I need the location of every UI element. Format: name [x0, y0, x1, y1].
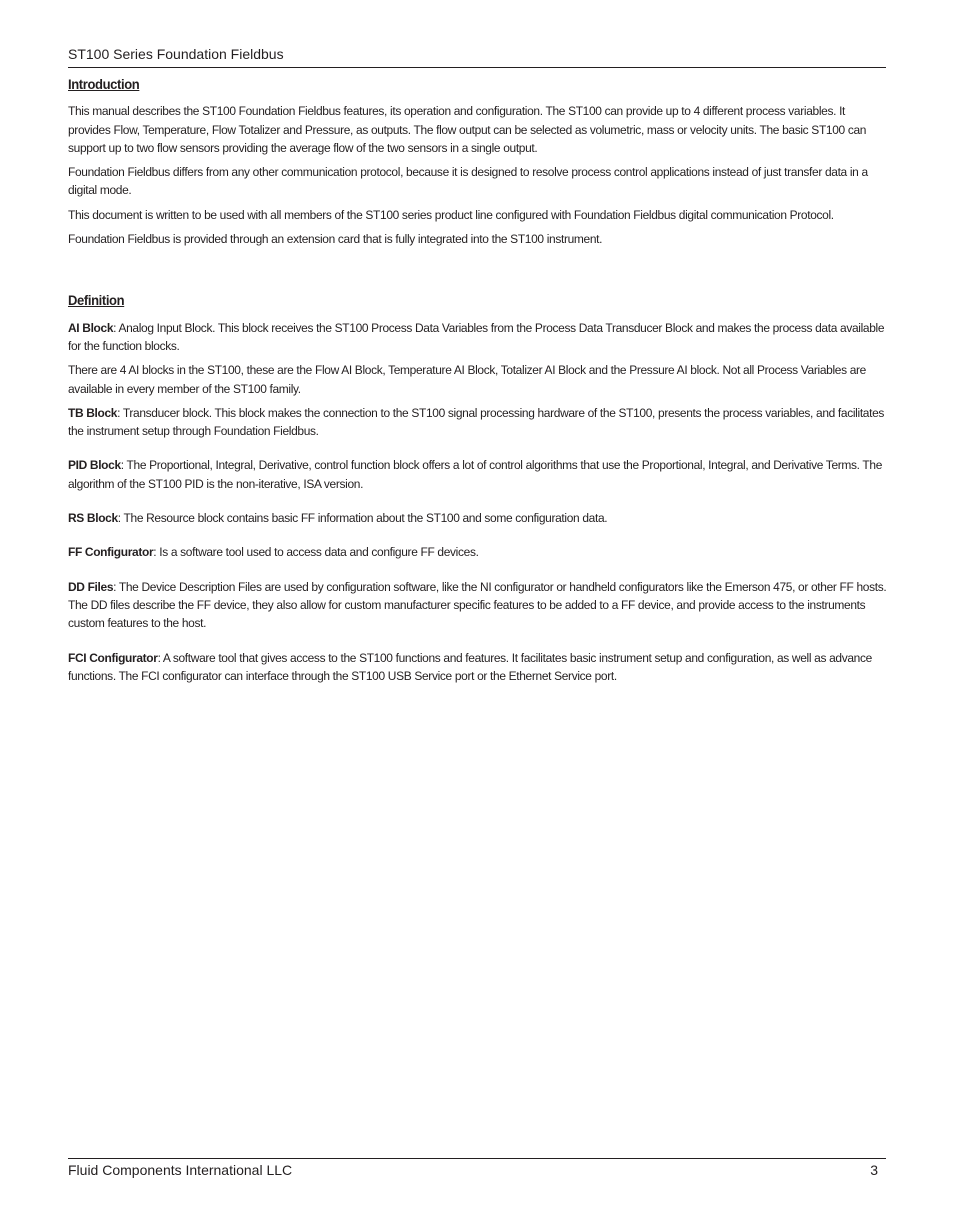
definition-term: AI Block — [68, 320, 114, 335]
running-header: ST100 Series Foundation Fieldbus — [68, 46, 284, 62]
intro-paragraph: Foundation Fieldbus is provided through an extension card that is fully integrated into the ST100 instrument. — [68, 232, 603, 247]
definition-item — [68, 649, 886, 686]
definition-term: RS Block — [68, 511, 118, 526]
definition-item — [68, 578, 886, 633]
definition-term: TB Block — [68, 405, 118, 420]
definition-text: : Is a software tool used to access data and configure FF devices. — [153, 545, 479, 560]
introduction-heading: Introduction — [68, 77, 140, 92]
definition-term: PID Block — [68, 458, 121, 473]
footer-divider — [68, 1158, 886, 1159]
document-page — [68, 0, 886, 1227]
definition-term: FF Configurator — [68, 545, 154, 560]
definition-item — [68, 543, 886, 561]
definition-text: : The Resource block contains basic FF information about the ST100 and some configuration data. — [117, 511, 608, 526]
definition-text: : The Proportional, Integral, Derivative, control function block offers a lot of control algorithms that use the Proportional, Integral, and Derivative Terms. The algorithm of the ST100 PID is the non-iterative, ISA version. — [68, 458, 883, 491]
definition-text: : Transducer block. This block makes the connection to the ST100 signal processing hardware of the ST100, presents the process variables, and facilitates the instrument setup through Foundation Fieldbus. — [68, 405, 885, 439]
footer-company: Fluid Components International LLC — [68, 1162, 293, 1178]
page-number: 3 — [870, 1162, 878, 1178]
definition-text: There are 4 AI blocks in the ST100, these are the Flow AI Block, Temperature AI Block, Totalizer AI Block and the Pressure AI block. Not all Process Variables are available in every member of the ST100 family. — [68, 363, 866, 396]
definition-item — [68, 456, 886, 493]
definition-term: FCI Configurator — [68, 650, 158, 665]
header-divider — [68, 67, 886, 68]
intro-paragraph: This manual describes the ST100 Foundation Fieldbus features, its operation and configuration. The ST100 can provide up to 4 different process variables. It provides Flow, Temperature, Flow Totalizer and Pressure, as outputs. The flow output can be selected as volumetric, mass or velocity units. The basic ST100 can support up to two flow sensors providing the average flow of the two sensors in a single output. — [68, 104, 867, 155]
definition-section — [68, 292, 886, 685]
definition-item — [68, 319, 886, 356]
definition-item — [68, 361, 886, 398]
definition-term: DD Files — [68, 579, 114, 594]
definition-text: : The Device Description Files are used by configuration software, like the NI configurator or handheld configurators like the Emerson 475, or other FF hosts. The DD files describe the FF device, they also allow for custom manufacturer specific features to be added to a FF device, and provide access to the instruments custom features to the host. — [68, 579, 887, 631]
definition-text: : Analog Input Block. This block receives the ST100 Process Data Variables from the Process Data Transducer Block and makes the process data available for the function blocks. — [68, 320, 885, 353]
intro-paragraph: This document is written to be used with all members of the ST100 series product line configured with Foundation Fieldbus digital communication Protocol. — [68, 207, 834, 222]
definition-item — [68, 509, 886, 527]
definition-item — [68, 404, 886, 441]
introduction-section — [68, 76, 886, 248]
intro-paragraph: Foundation Fieldbus differs from any other communication protocol, because it is designed to resolve process control applications instead of just transfer data in a digital mode. — [68, 165, 868, 198]
page-content — [68, 76, 886, 691]
definition-heading: Definition — [68, 293, 125, 309]
definition-text: : A software tool that gives access to the ST100 functions and features. It facilitates basic instrument setup and configuration, as well as advance functions. The FCI configurator can interface through the ST100 USB Service port or the Ethernet Service port. — [68, 650, 872, 683]
